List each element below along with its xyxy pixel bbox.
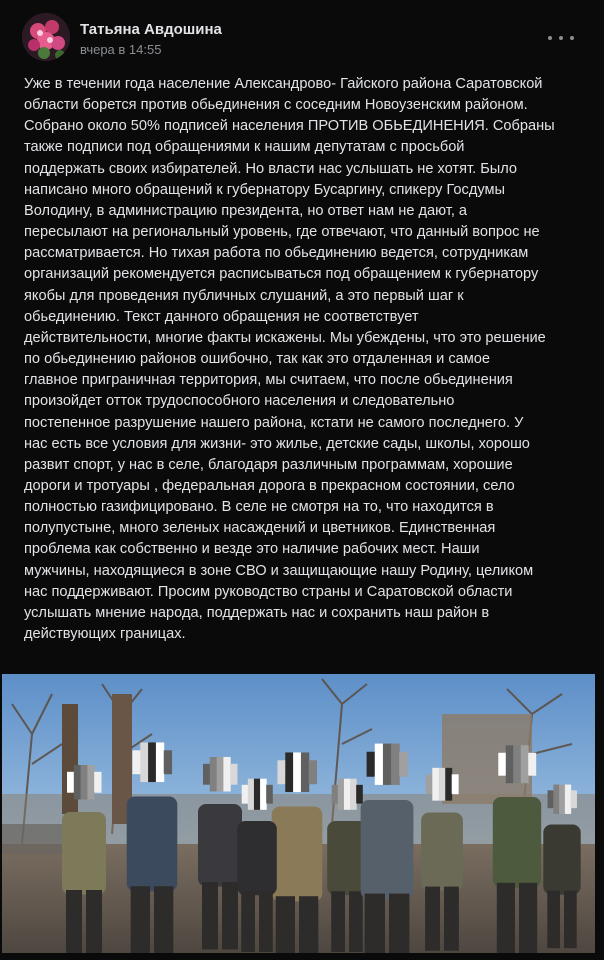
- post-photo[interactable]: [2, 674, 595, 953]
- more-dot: [559, 36, 563, 40]
- post-body-text: Уже в течении года население Александрово- Гайского района Саратовской области борется против обьединения с соседним Новоузенским районом. Собрано около 50% подписей населения ПРОТИВ ОБЬЕДИНЕНИЯ. Собраны также подписи под обращениями к нашим депутатам с просьбой поддержать своих избирателей. Но власти нас услышать не хотят. Было написано много обращений к губернатору Бусаргину, спикеру Госдумы Володину, в администрацию президента, но ответ нам не дают, а пересылают на региональный уровень, где отвечают, что данный вопрос не рассматривается. Но тихая работа по обьединению ведется, сотрудникам организаций рекомендуется расписываться под обращением к губернатору якобы для проведения публичных слушаний, а это первый шаг к обьединению. Текст данного обращения не соответствует действительности, многие факты искажены. Мы убеждены, что это решение по обьединению районов ошибочно, так как это отдаленная и самое главное приграничная территория, мы считаем, что после обьединения произойдет отток трудоспособного населения и следовательно постепенное разрушение нашего района, кстати не самого последнего. У нас есть все условия для жизни- это жилье, детские сады, школы, хорошо развит спорт, у нас в селе, благодаря различным программам, хорошие дороги и тротуары , федеральная дорога в прекрасном состоянии, село полностью газифицировано. В селе не смотря на то, что находится в полупустыне, много зеленых насаждений и цветников. Единственная проблема как собственно и везде это наличие рабочих мест. Наши мужчины, находящиеся в зоне СВО и защищающие нашу Родину, целиком нас поддерживают. Просим руководство страны и Саратовской области услышать мнение народа, поддержать нас и сохранить наш район в действующих границах.: [24, 76, 555, 643]
- author-name[interactable]: Татьяна Авдошина: [80, 21, 222, 38]
- author-avatar[interactable]: [22, 13, 70, 61]
- more-dot: [570, 36, 574, 40]
- post-header: [0, 0, 604, 70]
- more-dot: [548, 36, 552, 40]
- group-photo-image: [2, 674, 595, 953]
- post-timestamp[interactable]: вчера в 14:55: [80, 42, 162, 57]
- avatar-flowers-image: [22, 13, 70, 61]
- more-horizontal-icon[interactable]: [548, 28, 574, 48]
